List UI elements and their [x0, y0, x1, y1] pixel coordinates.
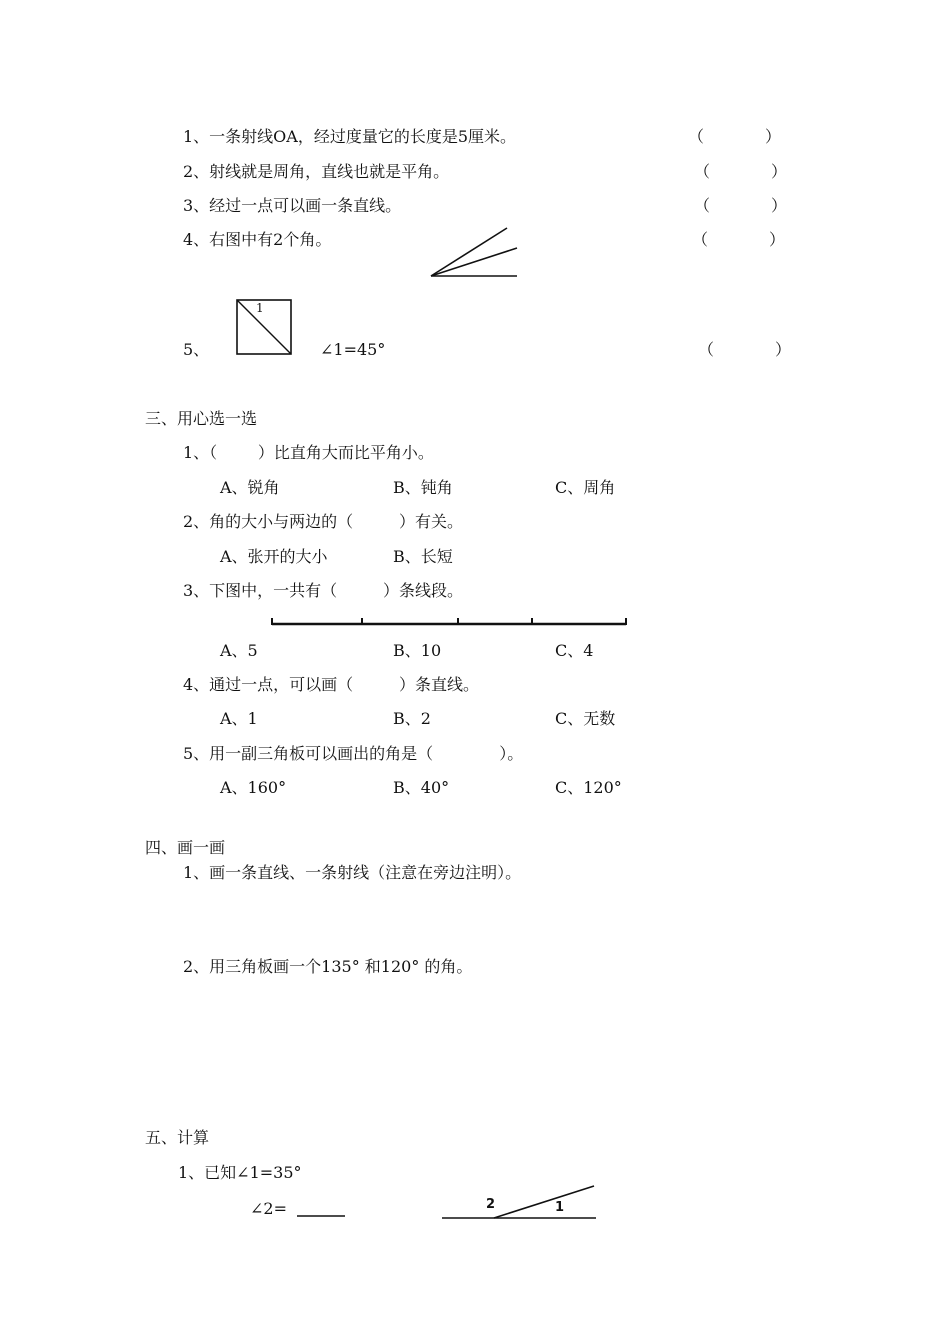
choice-q2-option-a: A、张开的大小	[220, 547, 328, 566]
judge-q5-paren-open: （	[698, 340, 715, 359]
choice-q3-option-a: A、5	[220, 641, 258, 660]
judge-q4-paren-close: ）	[769, 230, 786, 249]
choice-q3-option-b: B、10	[393, 641, 442, 660]
figure-middle-ray	[431, 248, 517, 276]
choice-q3: 3、下图中，一共有（ ）条线段。	[183, 581, 463, 600]
calc-q1: 1、已知∠1=35°	[178, 1163, 302, 1182]
judge-q1-paren-close: ）	[765, 127, 782, 146]
section5-title: 五、计算	[145, 1128, 210, 1147]
figure-slanted-ray	[494, 1186, 594, 1218]
choice-q4-option-c: C、无数	[555, 709, 616, 728]
choice-q5-option-a: A、160°	[220, 778, 287, 797]
judge-q4-paren-open: （	[692, 230, 709, 249]
choice-q1-option-c: C、周角	[555, 478, 616, 497]
judge-q2: 2、射线就是周角，直线也就是平角。	[183, 162, 450, 181]
choice-q1: 1、（ ）比直角大而比平角小。	[183, 443, 434, 462]
answer-blank-line[interactable]	[297, 1213, 347, 1219]
choice-q2: 2、角的大小与两边的（ ）有关。	[183, 512, 463, 531]
judge-q1-paren-open: （	[688, 127, 705, 146]
section4-title: 四、画一画	[145, 838, 226, 857]
judge-q2-paren-open: （	[694, 162, 711, 181]
section3-title: 三、用心选一选	[145, 409, 258, 428]
two-angles-figure	[425, 222, 525, 282]
draw-q1: 1、画一条直线、一条射线（注意在旁边注明）。	[183, 863, 522, 882]
choice-q5-option-c: C、120°	[555, 778, 622, 797]
choice-q1-option-b: B、钝角	[393, 478, 453, 497]
square-angle-label: 1	[256, 301, 264, 315]
square-diagonal	[237, 300, 291, 354]
figure-angle-label-1: 1	[555, 1200, 565, 1215]
choice-q3-option-c: C、4	[555, 641, 594, 660]
judge-q3-paren-close: ）	[771, 196, 788, 215]
choice-q1-option-a: A、锐角	[220, 478, 280, 497]
judge-q5-paren-close: ）	[775, 340, 792, 359]
judge-q1: 1、一条射线OA，经过度量它的长度是5厘米。	[183, 127, 517, 146]
judge-q5-number: 5、	[183, 340, 210, 359]
choice-q4-option-a: A、1	[220, 709, 258, 728]
choice-q5: 5、用一副三角板可以画出的角是（ ）。	[183, 744, 524, 763]
choice-q5-option-b: B、40°	[393, 778, 450, 797]
choice-q4: 4、通过一点，可以画（ ）条直线。	[183, 675, 479, 694]
judge-q4: 4、右图中有2个角。	[183, 230, 332, 249]
square-diagonal-figure	[235, 298, 295, 358]
judge-q2-paren-close: ）	[771, 162, 788, 181]
judge-q3: 3、经过一点可以画一条直线。	[183, 196, 402, 215]
draw-q2: 2、用三角板画一个135° 和120° 的角。	[183, 957, 473, 976]
calc-answer-label: ∠2=	[250, 1199, 287, 1218]
judge-q3-paren-open: （	[694, 196, 711, 215]
choice-q2-option-b: B、长短	[393, 547, 453, 566]
adjacent-angles-figure	[442, 1184, 602, 1224]
judge-q5-angle-text: ∠1=45°	[320, 340, 386, 359]
choice-q4-option-b: B、2	[393, 709, 431, 728]
segment-line-figure	[270, 616, 630, 632]
figure-angle-label-2: 2	[486, 1197, 496, 1212]
figure-top-ray	[431, 228, 507, 276]
